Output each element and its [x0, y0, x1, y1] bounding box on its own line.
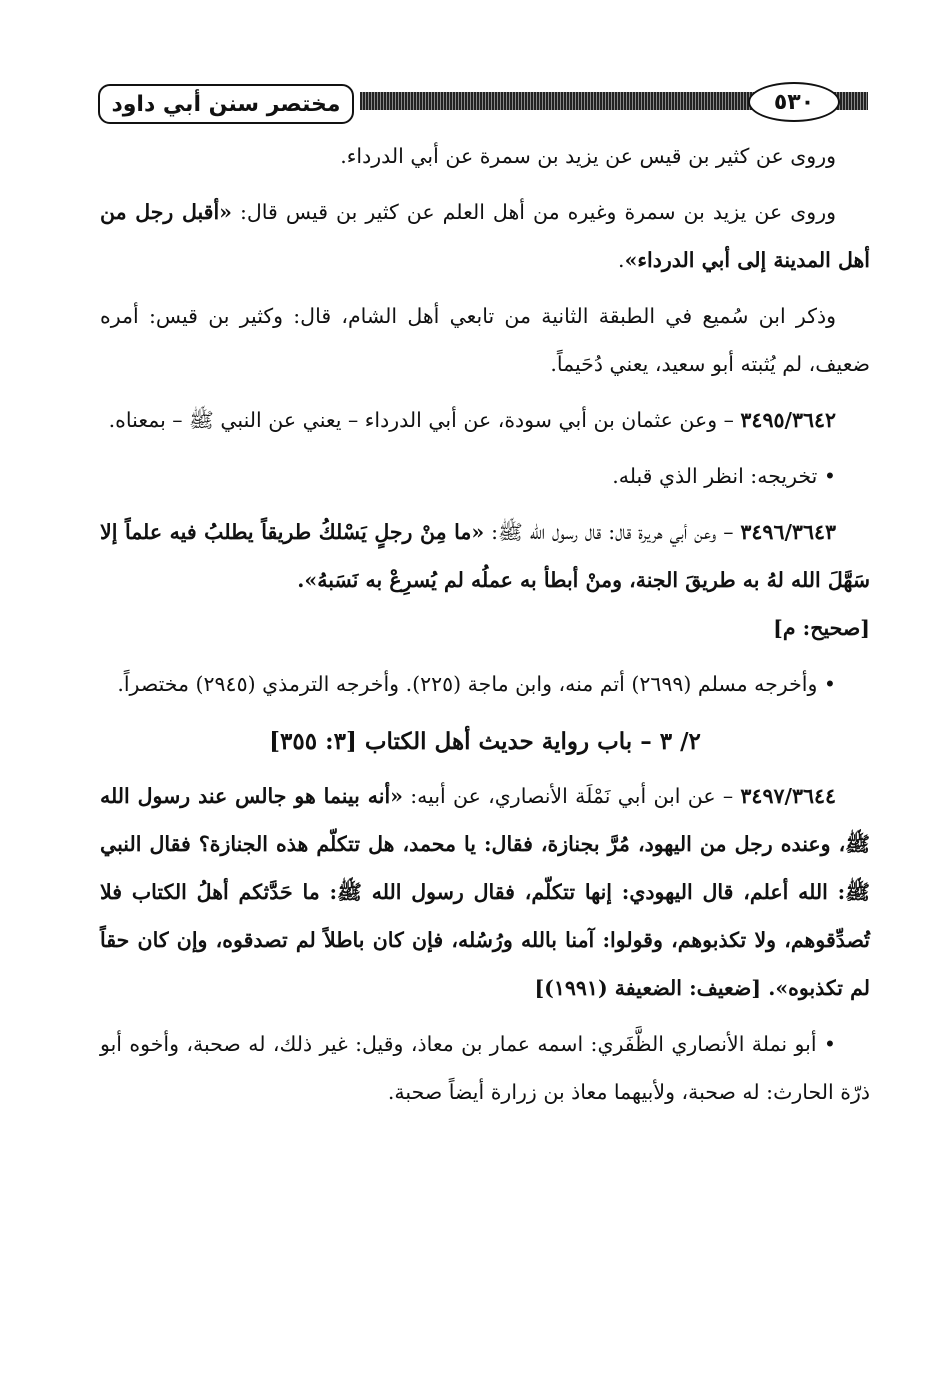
paragraph-riwaya-1 — [100, 132, 870, 180]
hadith-grade: [ضعيف: الضعيفة (١٩٩١)] — [534, 976, 769, 1000]
page-header — [98, 78, 868, 130]
hadith-text: – عن ابن أبي نَمْلَة الأنصاري، عن أبيه: — [402, 784, 741, 808]
hadith-quote: «أنه بينما هو جالس عند رسول الله ﷺ، وعنده رجل من اليهود، مُرَّ بجنازة، فقال: يا محمد، هل تتكلّم هذه الجنازة؟ فقال النبي ﷺ: الله أعلم، قال اليهودي: إنها تتكلّم، فقال رسول الله ﷺ: ما حَدَّثكم أهلُ الكتاب فلا تُصدِّقوهم، ولا تكذبوهم، وقولوا: آمنا بالله ورُسُله، فإن كان باطلاً لم تصدقوه، وإن كان حقاً لم تكذبوه». — [100, 784, 870, 1000]
paragraph-ibn-sumay — [100, 292, 870, 388]
hadith-3643 — [100, 508, 870, 652]
hadith-3642-note — [100, 452, 870, 500]
chapter-heading: ٢/ ٣ – باب رواية حديث أهل الكتاب [٣: ٣٥٥] — [269, 728, 701, 755]
note-text: • وأخرجه مسلم (٢٦٩٩) أتم منه، وابن ماجة (٢٢٥). وأخرجه الترمذي (٢٩٤٥) مختصراً. — [117, 672, 836, 696]
paragraph-text: وروى عن كثير بن قيس عن يزيد بن سمرة عن أبي الدرداء. — [340, 144, 836, 168]
hadith-text: – وعن عثمان بن أبي سودة، عن أبي الدرداء – يعني عن النبي ﷺ – بمعناه. — [108, 408, 741, 432]
hadith-number: ٣٤٩٥/٣٦٤٢ — [740, 408, 836, 432]
hadith-grade: [صحيح: م] — [773, 616, 870, 640]
note-text: • تخريجه: انظر الذي قبله. — [612, 464, 836, 488]
page-body — [100, 132, 870, 1124]
page-number: ٥٣٠ — [748, 82, 840, 122]
paragraph-riwaya-2 — [100, 188, 870, 284]
quoted-text: «أقبل رجل من أهل المدينة إلى أبي الدرداء» — [100, 200, 870, 272]
hadith-number: ٣٤٩٦/٣٦٤٣ — [740, 520, 836, 544]
hadith-3643-note — [100, 660, 870, 708]
hadith-quote: «ما مِنْ رجلٍ يَسْلكُ طريقاً يطلبُ فيه علماً إلا سَهَّلَ الله لهُ به طريقَ الجنة، ومنْ أبطأ به عملُه لم يُسرِعْ به نَسَبهُ». — [100, 520, 870, 592]
paragraph-text: وذكر ابن سُميع في الطبقة الثانية من تابعي أهل الشام، قال: وكثير بن قيس: أمره ضعيف، لم يُثبته أبو سعيد، يعني دُحَيماً. — [100, 304, 870, 376]
hadith-3644 — [100, 772, 870, 1012]
book-title: مختصر سنن أبي داود — [98, 84, 354, 124]
paragraph-text: وروى عن يزيد بن سمرة وغيره من أهل العلم عن كثير بن قيس قال: — [231, 200, 836, 224]
hadith-text: – وعن أبي هريرة قال: قال رسول الله ﷺ: — [484, 520, 741, 544]
note-text: • أبو نملة الأنصاري الظَّفَري: اسمه عمار بن معاذ، وقيل: غير ذلك، له صحبة، وأخوه أبو ذرّة الحارث: له صحبة، ولأبيهما معاذ بن زرارة أيضاً صحبة. — [100, 1032, 870, 1104]
hadith-3644-note — [100, 1020, 870, 1116]
paragraph-end: . — [618, 248, 625, 272]
hadith-3642 — [100, 396, 870, 444]
hadith-number: ٣٤٩٧/٣٦٤٤ — [740, 784, 836, 808]
